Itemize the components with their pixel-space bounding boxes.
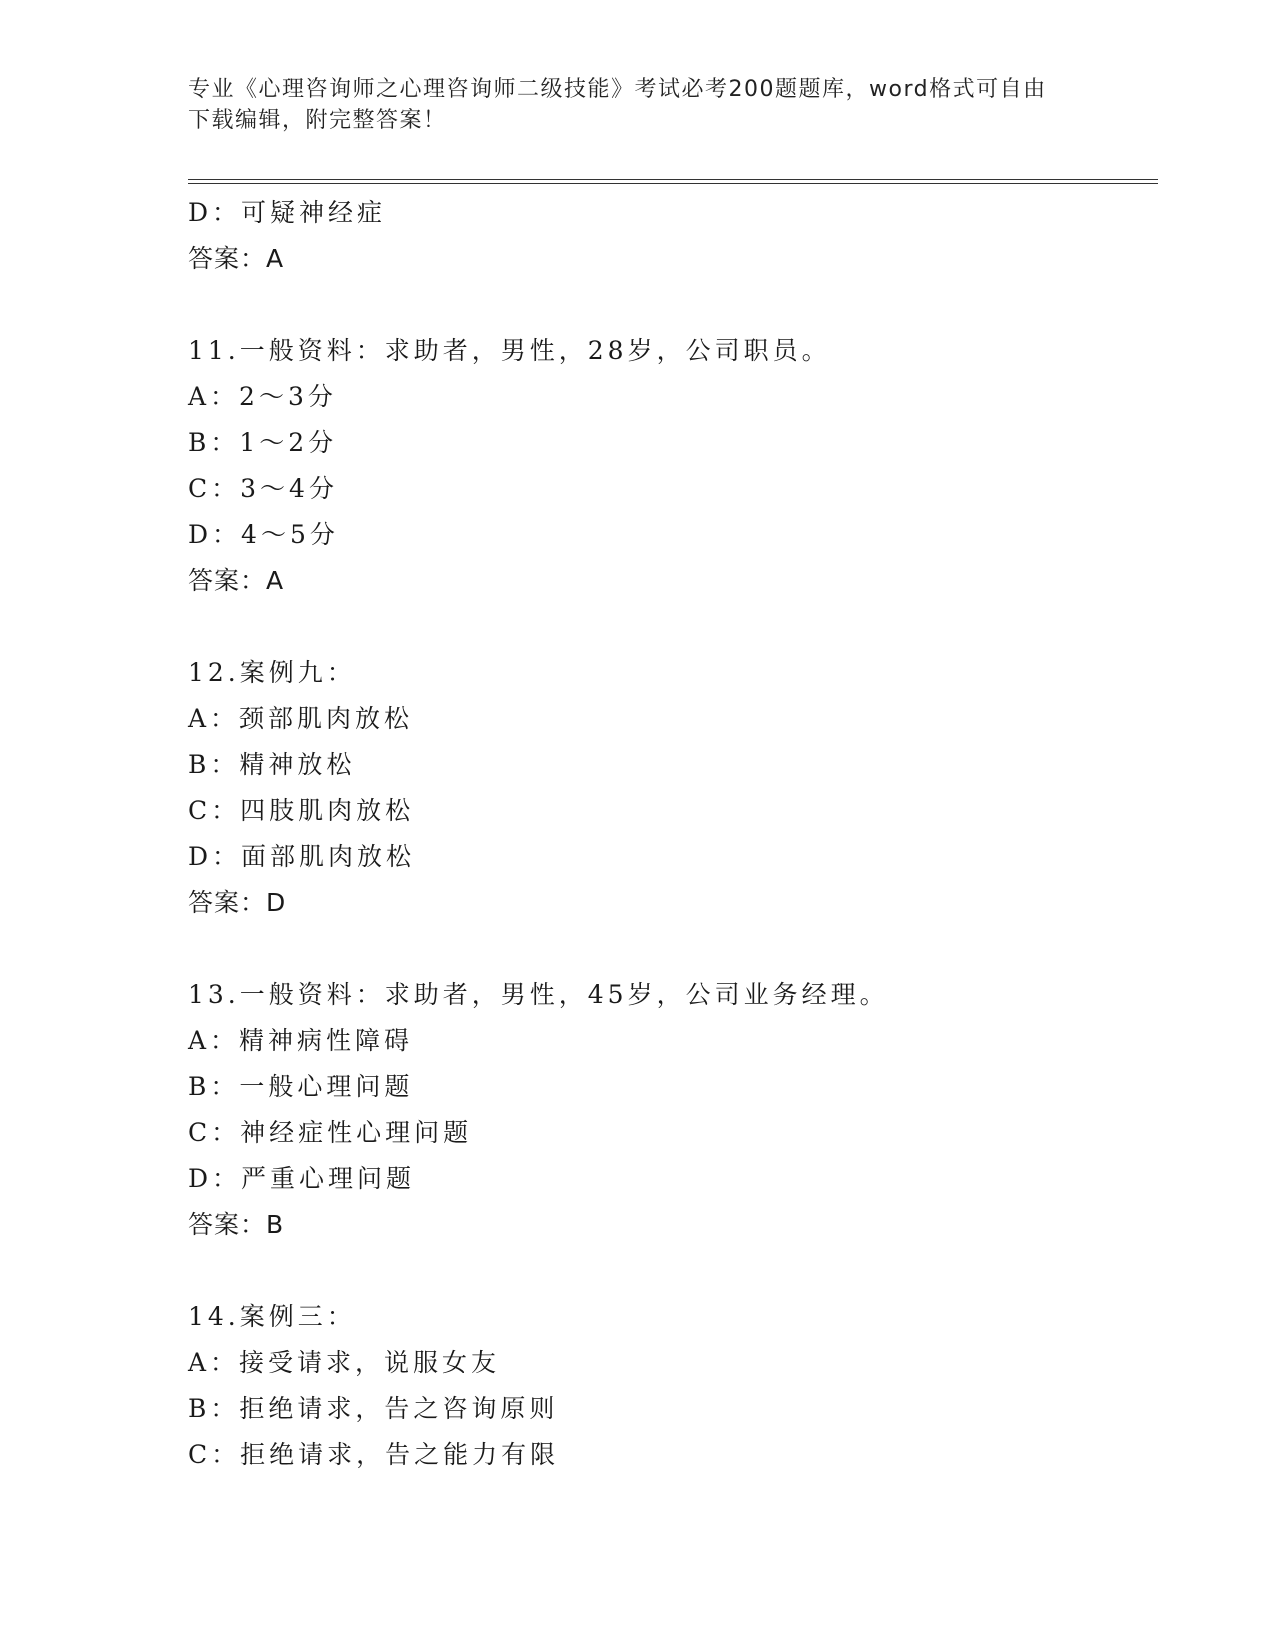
answer-line: 答案：A (188, 244, 285, 273)
option-line: A：接受请求，说服女友 (188, 1348, 501, 1377)
option-line: C：四肢肌肉放松 (188, 796, 415, 825)
option-line: B：拒绝请求，告之咨询原则 (188, 1394, 559, 1423)
question-stem: 14.案例三： (188, 1302, 356, 1331)
option-line: A：精神病性障碍 (188, 1026, 414, 1055)
spacer (188, 604, 1158, 650)
document-page (188, 0, 1158, 1650)
question-stem: 12.案例九： (188, 658, 356, 687)
option-line: C：3～4分 (188, 474, 338, 503)
question-stem: 11.一般资料：求助者，男性，28岁，公司职员。 (188, 336, 831, 365)
option-line: B：1～2分 (188, 428, 338, 457)
option-line: D：可疑神经症 (188, 198, 387, 227)
spacer (188, 1248, 1158, 1294)
answer-line: 答案：B (188, 1210, 285, 1239)
answer-line: 答案：D (188, 888, 287, 917)
document-header: 专业《心理咨询师之心理咨询师二级技能》考试必考200题题库，word格式可自由下载编辑，附完整答案！ (188, 77, 1047, 133)
spacer (188, 926, 1158, 972)
option-line: A：2～3分 (188, 382, 337, 411)
header-divider-bottom (188, 183, 1158, 184)
option-line: D：严重心理问题 (188, 1164, 416, 1193)
option-line: D：4～5分 (188, 520, 339, 549)
spacer (188, 282, 1158, 328)
question-stem: 13.一般资料：求助者，男性，45岁，公司业务经理。 (188, 980, 889, 1009)
question-list (188, 190, 1158, 1478)
answer-line: 答案：A (188, 566, 285, 595)
option-line: B：精神放松 (188, 750, 356, 779)
option-line: A：颈部肌肉放松 (188, 704, 414, 733)
option-line: C：拒绝请求，告之能力有限 (188, 1440, 560, 1469)
option-line: B：一般心理问题 (188, 1072, 414, 1101)
option-line: C：神经症性心理问题 (188, 1118, 473, 1147)
header-divider-top (188, 179, 1158, 180)
option-line: D：面部肌肉放松 (188, 842, 416, 871)
